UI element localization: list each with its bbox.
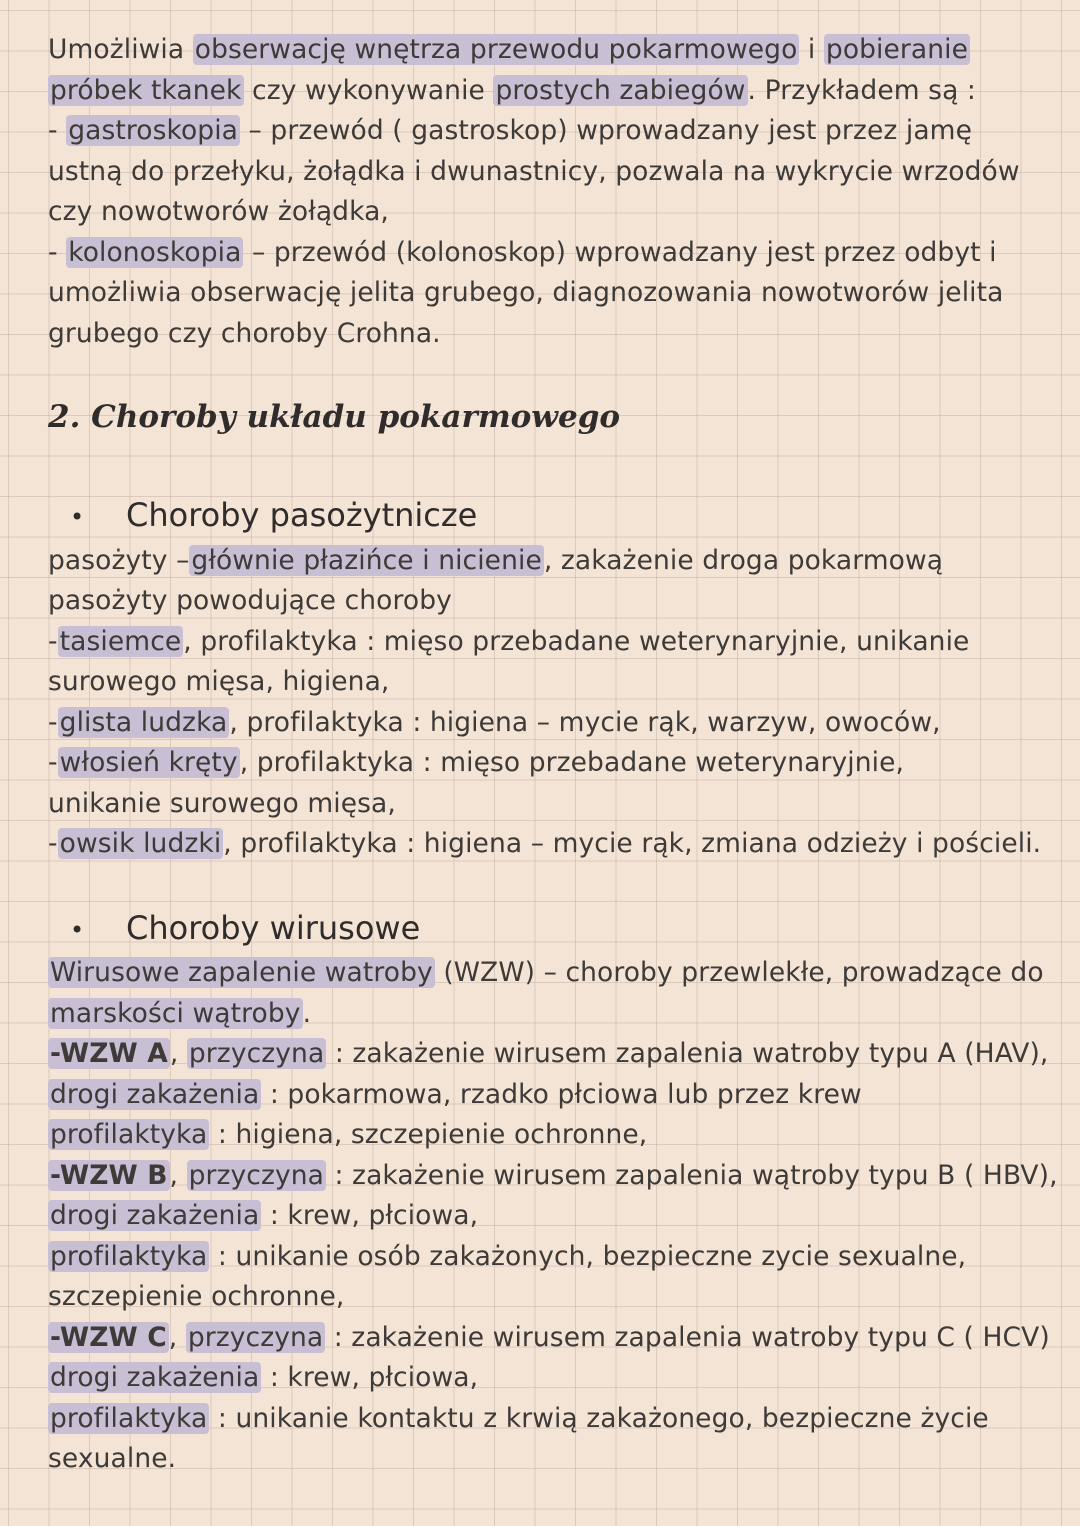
parasitic-line-5: -glista ludzka, profilaktyka : higiena – mycie rąk, warzyw, owoców,	[48, 707, 941, 738]
parasitic-line-6: -włosień kręty, profilaktyka : mięso przebadane weterynaryjnie,	[48, 747, 905, 778]
viral-line-7: drogi zakażenia : krew, płciowa,	[50, 1200, 479, 1231]
parasitic-line-4: surowego mięsa, higiena,	[48, 666, 390, 697]
viral-line-1: Wirusowe zapalenie watroby (WZW) – choroby przewlekłe, prowadzące do	[50, 957, 1044, 988]
highlight: włosień kręty	[59, 747, 238, 778]
intro-line-7: umożliwia obserwację jelita grubego, diagnozowania nowotworów jelita	[48, 277, 1004, 308]
intro-line-8: grubego czy choroby Crohna.	[48, 318, 441, 349]
highlight: owsik ludzki	[59, 828, 222, 859]
intro-line-5: czy nowotworów żołądka,	[48, 196, 389, 227]
viral-line-4: drogi zakażenia : pokarmowa, rzadko płciowa lub przez krew	[50, 1079, 862, 1110]
highlight: głównie płazińce i nicienie	[191, 545, 542, 576]
viral-line-10: -WZW C, przyczyna : zakażenie wirusem zapalenia watroby typu C ( HCV)	[50, 1322, 1050, 1353]
highlight: drogi zakażenia	[50, 1079, 260, 1110]
highlight: drogi zakażenia	[50, 1200, 260, 1231]
subheading-parasitic: • Choroby pasożytnicze	[70, 492, 477, 540]
highlight: obserwację wnętrza przewodu pokarmowego	[194, 34, 798, 65]
highlight: drogi zakażenia	[50, 1362, 260, 1393]
intro-line-1: Umożliwia obserwację wnętrza przewodu pokarmowego i pobieranie	[48, 34, 969, 65]
highlight: glista ludzka	[59, 707, 228, 738]
viral-line-8: profilaktyka : unikanie osób zakażonych, bezpieczne zycie sexualne,	[50, 1241, 967, 1272]
viral-line-5: profilaktyka : higiena, szczepienie ochronne,	[50, 1119, 648, 1150]
viral-line-13: sexualne.	[48, 1443, 177, 1474]
intro-line-6: - kolonoskopia – przewód (kolonoskop) wprowadzany jest przez odbyt i	[48, 237, 997, 268]
parasitic-line-2: pasożyty powodujące choroby	[48, 585, 452, 616]
highlight: -WZW C	[50, 1322, 167, 1353]
parasitic-line-7: unikanie surowego mięsa,	[48, 788, 396, 819]
subheading-viral: • Choroby wirusowe	[70, 905, 420, 953]
highlight: -WZW B	[50, 1160, 168, 1191]
highlight: przyczyna	[188, 1038, 325, 1069]
highlight: przyczyna	[187, 1322, 324, 1353]
viral-line-6: -WZW B, przyczyna : zakażenie wirusem zapalenia wątroby typu B ( HBV),	[50, 1160, 1058, 1191]
parasitic-line-1: pasożyty –głównie płazińce i nicienie, zakażenie droga pokarmową	[48, 545, 944, 576]
highlight: pobieranie	[825, 34, 969, 65]
highlight: Wirusowe zapalenie watroby	[50, 957, 433, 988]
viral-line-3: -WZW A, przyczyna : zakażenie wirusem zapalenia watroby typu A (HAV),	[50, 1038, 1049, 1069]
viral-line-11: drogi zakażenia : krew, płciowa,	[50, 1362, 479, 1393]
highlight: -WZW A	[50, 1038, 168, 1069]
highlight: profilaktyka	[50, 1241, 208, 1272]
highlight: prostych zabiegów	[495, 75, 746, 106]
highlight: tasiemce	[59, 626, 182, 657]
parasitic-line-3: -tasiemce, profilaktyka : mięso przebadane weterynaryjnie, unikanie	[48, 626, 970, 657]
highlight: profilaktyka	[50, 1119, 208, 1150]
highlight: kolonoskopia	[68, 237, 242, 268]
intro-line-2: próbek tkanek czy wykonywanie prostych zabiegów. Przykładem są :	[50, 75, 976, 106]
highlight: próbek tkanek	[50, 75, 242, 106]
bullet-icon: •	[70, 503, 85, 531]
bullet-icon: •	[70, 916, 85, 944]
viral-line-9: szczepienie ochronne,	[48, 1281, 345, 1312]
viral-line-2: marskości wątroby.	[50, 998, 312, 1029]
parasitic-line-8: -owsik ludzki, profilaktyka : higiena – mycie rąk, zmiana odzieży i pościeli.	[48, 828, 1042, 859]
highlight: profilaktyka	[50, 1403, 208, 1434]
intro-line-3: - gastroskopia – przewód ( gastroskop) wprowadzany jest przez jamę	[48, 115, 972, 146]
highlight: przyczyna	[188, 1160, 324, 1191]
section-title: 2. Choroby układu pokarmowego	[48, 399, 621, 435]
viral-line-12: profilaktyka : unikanie kontaktu z krwią zakażonego, bezpieczne życie	[50, 1403, 989, 1434]
intro-line-4: ustną do przełyku, żołądka i dwunastnicy, pozwala na wykrycie wrzodów	[48, 156, 1020, 187]
highlight: gastroskopia	[68, 115, 239, 146]
highlight: marskości wątroby	[50, 998, 301, 1029]
